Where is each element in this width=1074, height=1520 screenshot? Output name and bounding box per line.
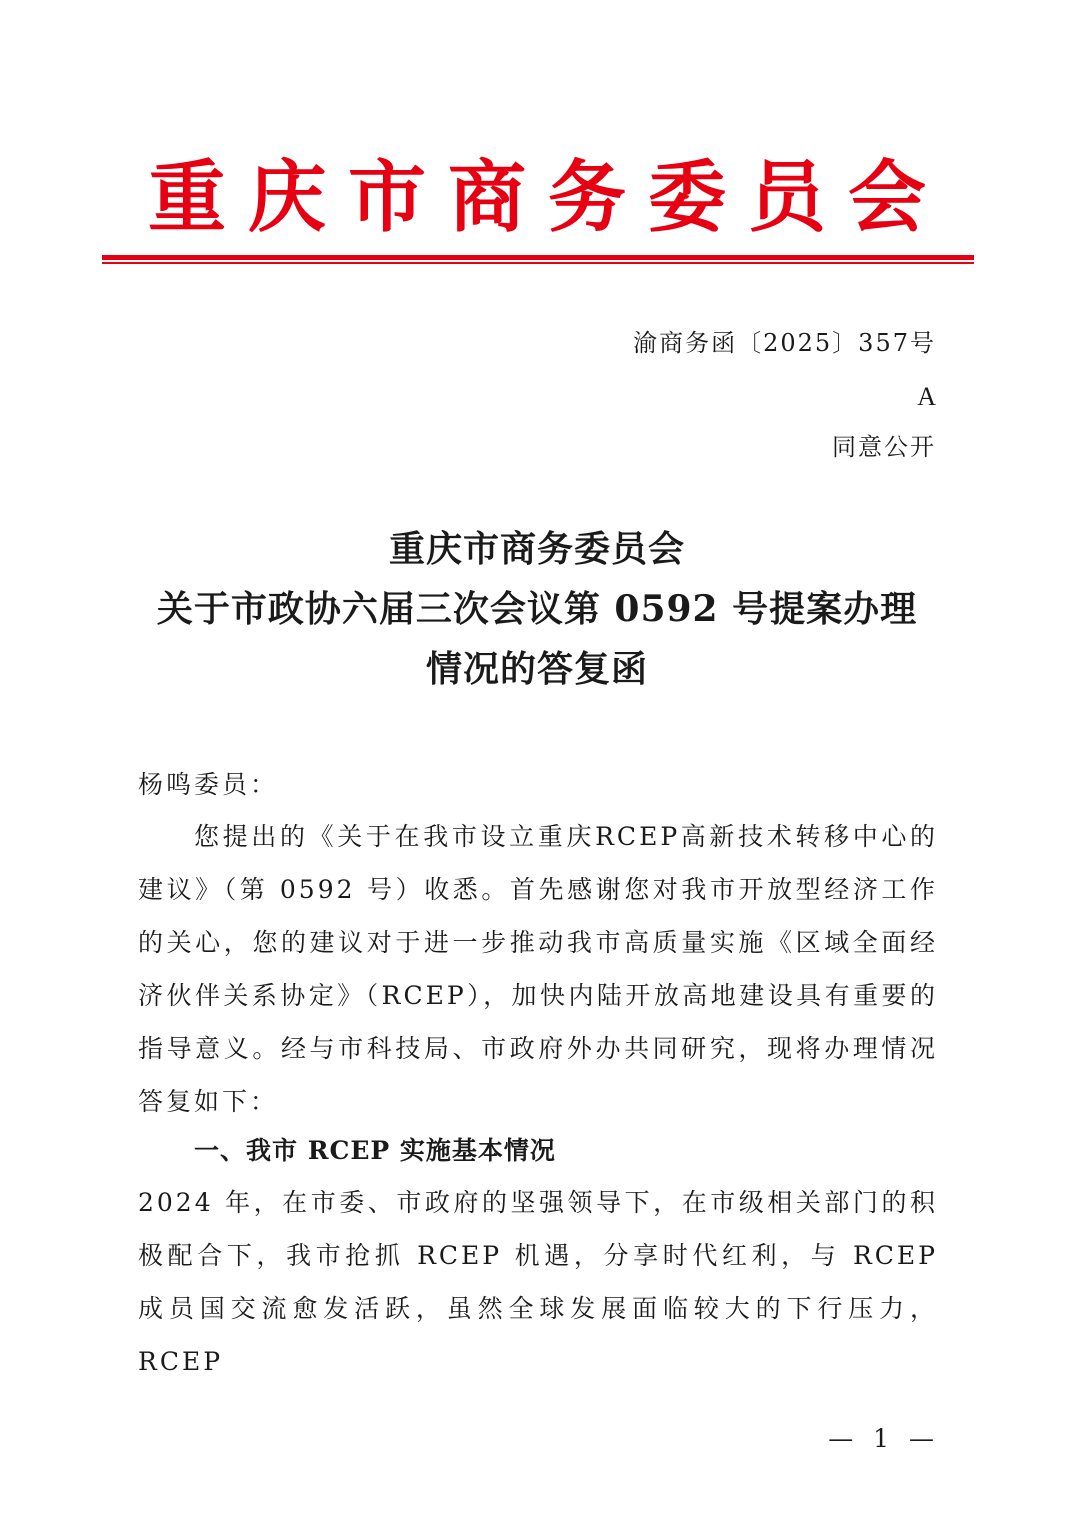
intro-paragraph: 您提出的《关于在我市设立重庆RCEP高新技术转移中心的建议》（第 0592 号）收悉。首先感谢您对我市开放型经济工作的关心，您的建议对于进一步推动我市高质量实施《区域全面经济伙伴关系协定》（RCEP），加快内陆开放高地建设具有重要的指导意义。经与市科技局、市政府外办共同研究，现将办理情况答复如下： <box>138 822 938 1116</box>
section-1-paragraph <box>138 1176 938 1388</box>
document-number: 渝商务函〔2025〕357号 <box>633 329 936 357</box>
masthead-red-rule-thin <box>102 262 974 264</box>
masthead-organization: 重庆市商务委员会 <box>147 152 948 243</box>
masthead-red-rule <box>102 255 974 260</box>
document-grade: A <box>917 382 936 411</box>
disclosure-status: 同意公开 <box>832 433 936 461</box>
page-number: — 1 — <box>828 1424 940 1453</box>
section-1-paragraph-text: 2024 年，在市委、市政府的坚强领导下，在市级相关部门的积极配合下，我市抢抓 RCEP 机遇，分享时代红利，与 RCEP 成员国交流愈发活跃，虽然全球发展面临较大的下行压力，RCEP <box>138 1188 938 1376</box>
document-title-line-2: 关于市政协六届三次会议第 0592 号提案办理 <box>156 588 918 630</box>
document-title-line-1: 重庆市商务委员会 <box>388 528 685 570</box>
document-title-line-3: 情况的答复函 <box>425 648 648 690</box>
salutation: 杨鸣委员： <box>138 770 279 799</box>
section-heading-1: 一、我市 RCEP 实施基本情况 <box>194 1136 556 1165</box>
